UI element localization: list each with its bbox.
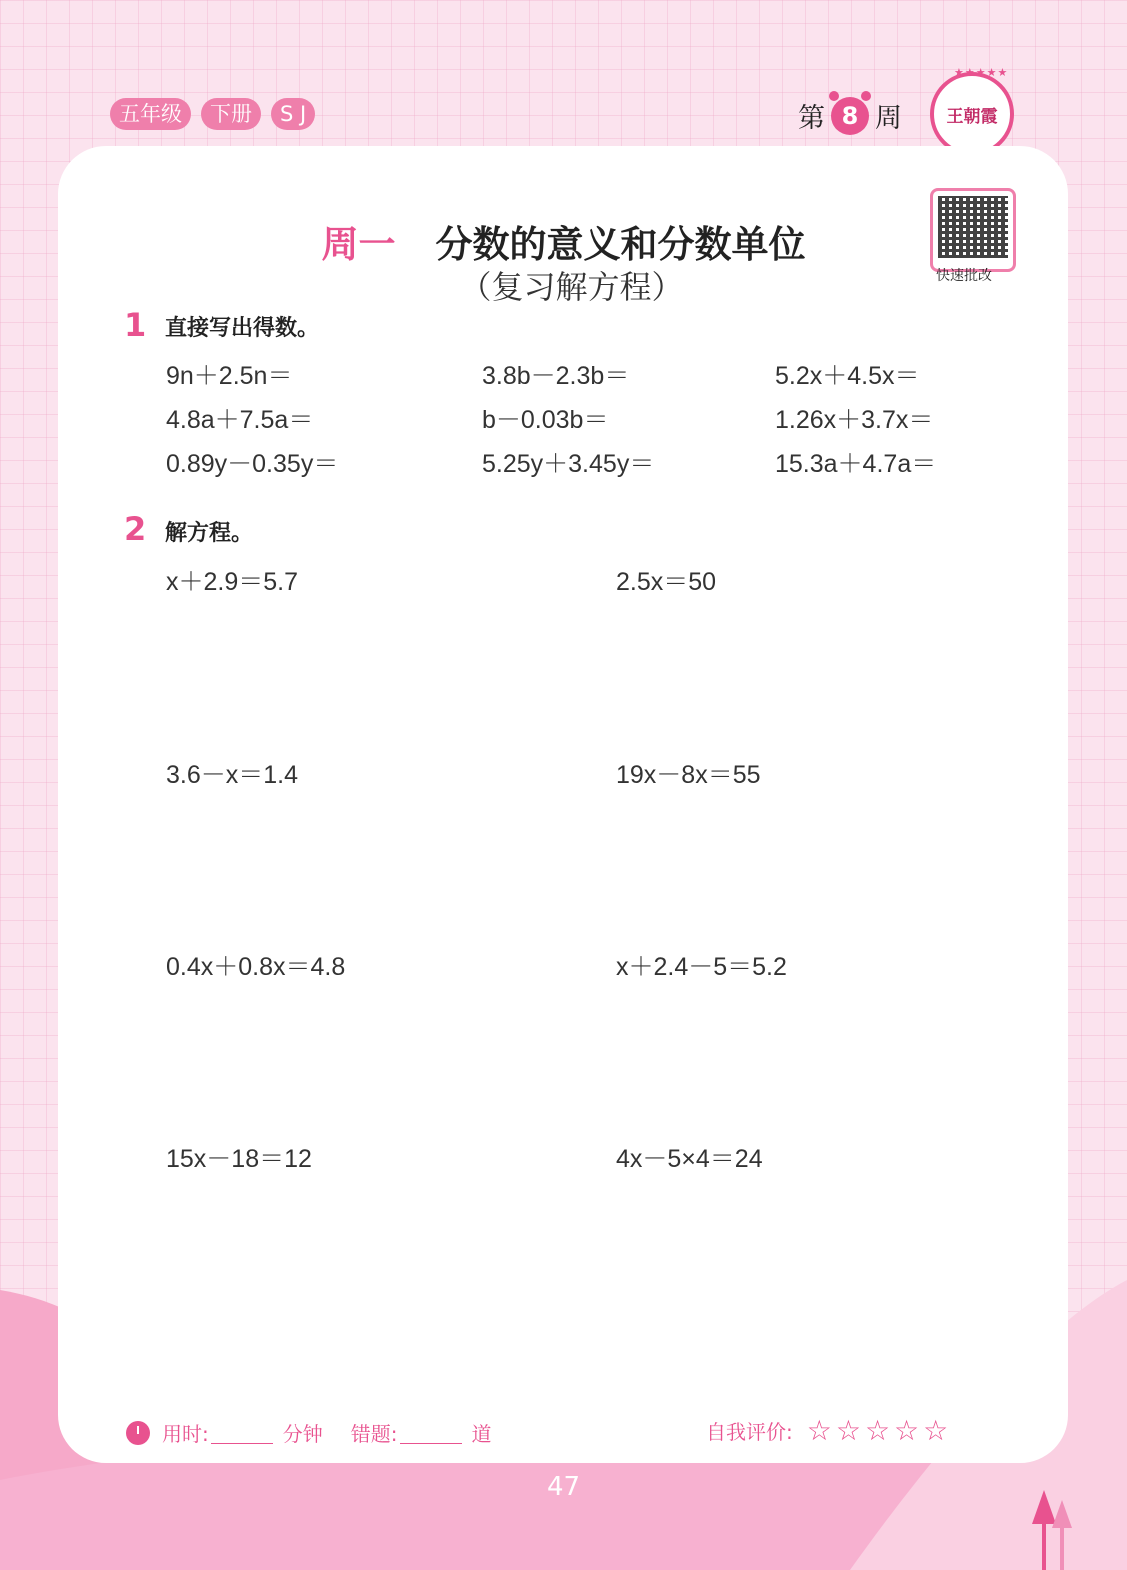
question-2-text: 解方程。 [165, 521, 254, 546]
time-record [126, 1418, 492, 1447]
errors-blank[interactable] [400, 1422, 462, 1444]
edition-tag: S J [271, 98, 315, 130]
week-prefix: 第 [798, 103, 825, 134]
rating-stars[interactable]: ☆☆☆☆☆ [806, 1414, 953, 1447]
q2-equation: x＋2.9＝5.7 [166, 568, 299, 596]
question-1-text: 直接写出得数。 [165, 316, 320, 341]
grade-tag: 五年级 [110, 98, 191, 130]
q1-expression: 15.3a＋4.7a＝ [775, 450, 937, 478]
q1-expression: 9n＋2.5n＝ [166, 362, 293, 390]
arrow-up-icon [1030, 1490, 1078, 1570]
q1-expression: 1.26x＋3.7x＝ [775, 406, 934, 434]
q2-equation: 4x－5×4＝24 [616, 1145, 763, 1173]
q1-expression: b－0.03b＝ [482, 406, 609, 434]
week-number: 8 [841, 101, 859, 130]
week-indicator [798, 96, 902, 135]
q1-expression: 3.8b－2.3b＝ [482, 362, 630, 390]
page-number: 47 [546, 1472, 581, 1502]
q2-equation: x＋2.4－5＝5.2 [616, 953, 787, 981]
week-suffix: 周 [875, 103, 902, 134]
q1-expression: 5.2x＋4.5x＝ [775, 362, 920, 390]
q1-expression: 0.89y－0.35y＝ [166, 450, 339, 478]
self-evaluation [706, 1414, 952, 1447]
grade-tags [110, 98, 315, 130]
qr-caption: 快速批改 [936, 268, 992, 284]
q2-equation: 3.6－x＝1.4 [166, 761, 299, 789]
title-day: 周一 [321, 223, 396, 266]
stopwatch-icon [126, 1421, 150, 1445]
q2-equation: 15x－18＝12 [166, 1145, 312, 1173]
worksheet-card [58, 146, 1068, 1463]
q2-equation: 0.4x＋0.8x＝4.8 [166, 953, 346, 981]
time-unit: 分钟 [282, 1422, 323, 1446]
page-subtitle: （复习解方程） [459, 268, 684, 306]
volume-tag: 下册 [201, 98, 261, 130]
errors-unit: 道 [471, 1422, 492, 1446]
self-eval-label: 自我评价: [706, 1420, 793, 1444]
errors-label: 错题: [350, 1422, 398, 1446]
title-main: 分数的意义和分数单位 [435, 223, 806, 266]
logo-text: 王朝霞 [946, 106, 998, 127]
alarm-clock-icon [831, 97, 869, 135]
question-2-number: 2 [124, 510, 147, 548]
q1-expression: 4.8a＋7.5a＝ [166, 406, 314, 434]
page-title [0, 214, 1127, 268]
q2-equation: 19x－8x＝55 [616, 761, 761, 789]
q2-equation: 2.5x＝50 [616, 568, 717, 596]
stars-icon: ★★★★★ [954, 66, 1009, 79]
question-1-number: 1 [124, 306, 147, 344]
q1-expression: 5.25y＋3.45y＝ [482, 450, 655, 478]
time-blank[interactable] [211, 1422, 273, 1444]
brand-logo [930, 66, 1014, 156]
time-label: 用时: [162, 1422, 209, 1446]
